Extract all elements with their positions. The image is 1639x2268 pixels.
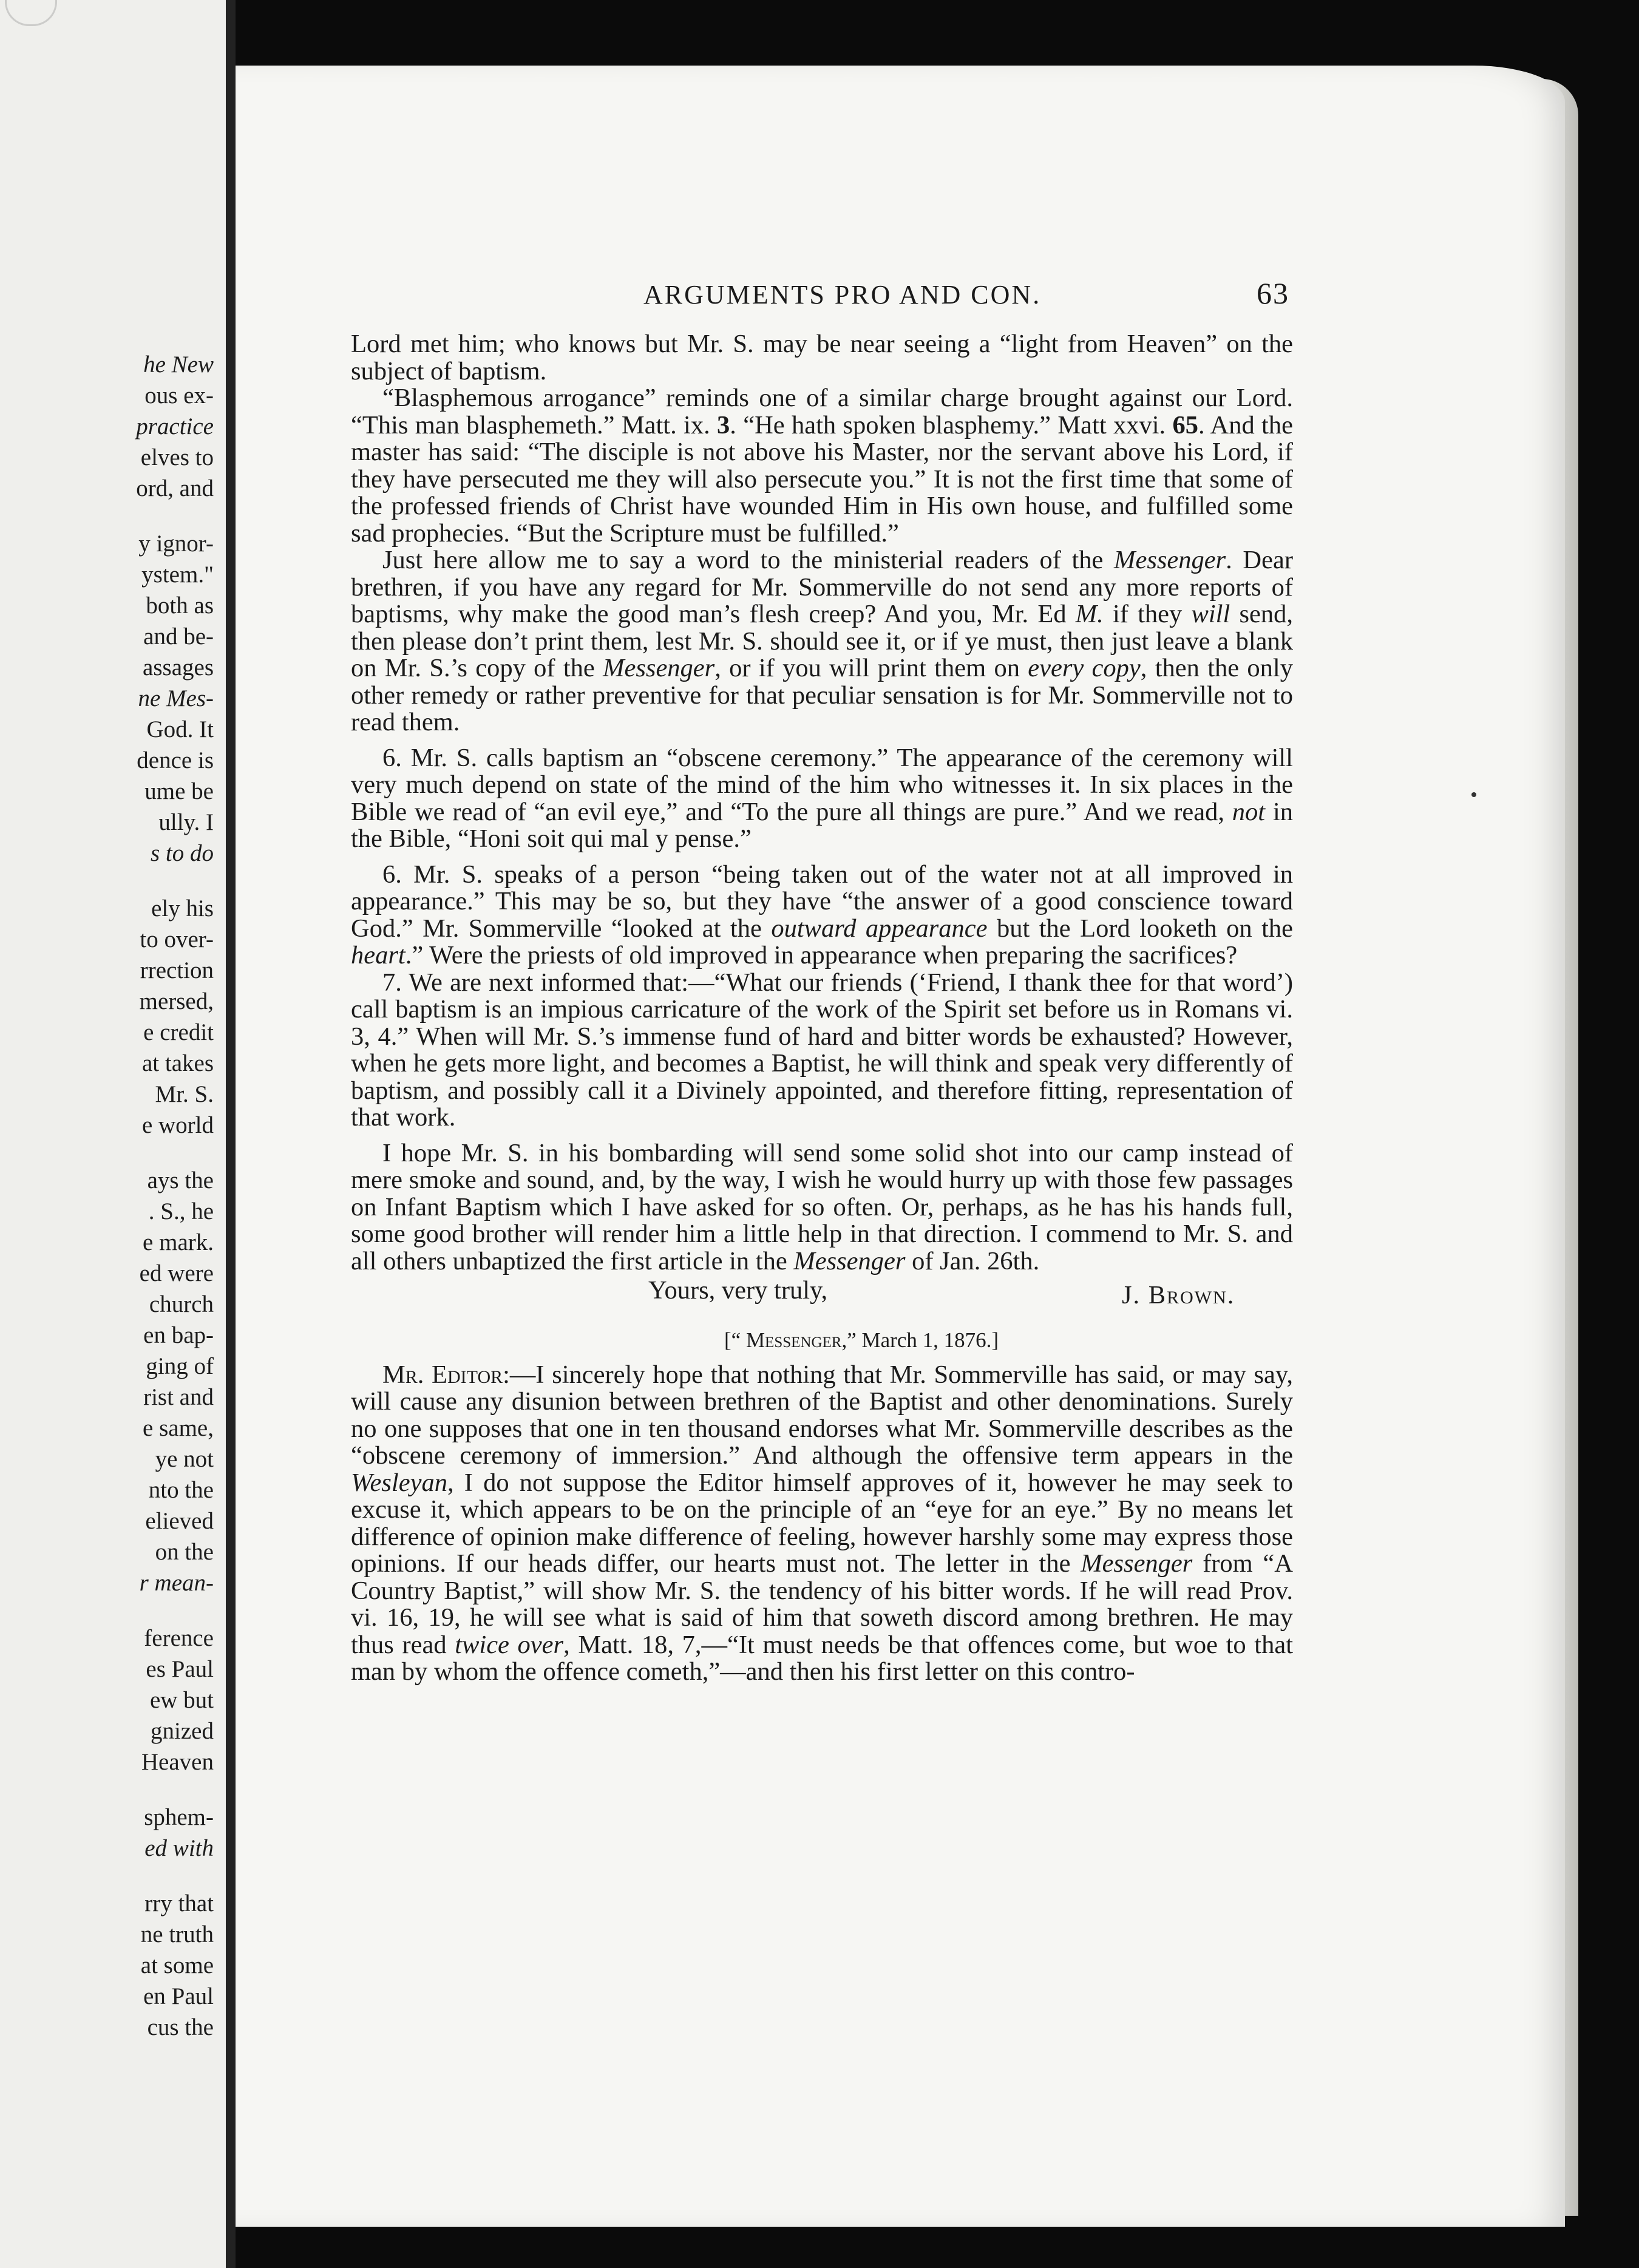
paragraph: Mr. Editor:—I sincerely hope that nothing that Mr. Sommerville has said, or may say, will cause any disunion between brethren of the Baptist and other denominations. Surely no one supposes that one in ten thousand endorses what Mr. Sommerville describes as the “obscene ceremony of immersion.” And although the offensive term appears in the Wesleyan, I do not suppose the Editor himself approves of it, however he may seek to excuse it, which appears to be on the principle of an “eye for an eye.” By no means let difference of opinion make difference of feeling, however harshly some may express those opinions. If our heads differ, our hearts must not. The letter in the Messenger from “A Country Baptist,” will show Mr. S. the tendency of his bitter words. If he will read Prov. vi. 16, 19, he will see what is said of him that soweth discord among brethren. He may thus read twice over, Matt. 18, 7,—“It must needs be that offences come, but woe to that man by whom the offence cometh,”—and then his first letter on this contro- xyxy=(351,1360,1294,1686)
line-gap xyxy=(0,1864,214,1888)
book-gutter xyxy=(226,0,236,2268)
previous-page-line: dence is xyxy=(137,747,214,773)
previous-page-line: rry that xyxy=(144,1890,214,1917)
previous-page-line: ne truth xyxy=(140,1921,214,1947)
previous-page-fragment xyxy=(0,0,234,2268)
paragraph: “Blasphemous arrogance” reminds one of a similar charge brought against our Lord. “This man blasphemeth.” Matt. ix. 3. “He hath spoken blasphemy.” Matt xxvi. 65. And the master has said: “The disciple is not above his Master, nor the servant above his Lord, if they have persecuted me they will also persecute you.” It is not the first time that some of the professed friends of Christ have wounded Him in His own house, and fulfilled some sad prophecies. “But the Scripture must be fulfilled.” xyxy=(351,384,1293,548)
previous-page-line: cus the xyxy=(147,2014,214,2040)
previous-page-line: mersed, xyxy=(139,988,214,1014)
previous-page-line: Heaven xyxy=(141,1749,214,1775)
previous-page-line: ume be xyxy=(144,778,214,804)
previous-page-line: he New xyxy=(143,351,214,378)
running-title: ARGUMENTS PRO AND CON. xyxy=(643,280,1042,310)
previous-page-line: e credit xyxy=(143,1019,214,1045)
previous-page-line: assages xyxy=(143,654,214,681)
line-gap xyxy=(0,504,214,528)
previous-page-line: rist and xyxy=(143,1384,214,1410)
previous-page-line: both as xyxy=(146,592,214,619)
previous-page-line: en bap- xyxy=(143,1322,214,1348)
previous-page-line: e same, xyxy=(143,1415,214,1441)
previous-page-line: y ignor- xyxy=(138,531,214,557)
previous-page-line: ging of xyxy=(146,1353,214,1379)
paragraph: 7. We are next informed that:—“What our friends (‘Friend, I thank thee for that word’) call baptism is an impious carricature of the work of the Spirit set before us in Romans vi. 3, 4.” When will Mr. S.’s immense fund of hard and bitter words be exhausted? However, when he gets more light, and becomes a Baptist, he will think and speak very differently of baptism, and possibly call it a Divinely appointed, and therefore fitting, representation of that work. xyxy=(351,968,1293,1132)
paragraph: Just here allow me to say a word to the ministerial readers of the Messenger. Dear brethren, if you have any regard for Mr. Sommerville do not send any more reports of baptisms, why make the good man’s flesh creep? And you, Mr. Ed M. if they will send, then please don’t print them, lest Mr. S. should see it, or if ye must, then just leave a blank on Mr. S.’s copy of the Messenger, or if you will print them on every copy, then the only other remedy or rather preventive for that peculiar sensation is for Mr. Sommerville not to read them. xyxy=(351,546,1293,736)
previous-page-line: ord, and xyxy=(136,475,214,501)
letter-signoff xyxy=(351,1276,1293,1309)
previous-page-line: at some xyxy=(140,1952,214,1978)
paragraph: 6. Mr. S. speaks of a person “being taken out of the water not at all improved in appearance.” This may be so, but they have “the answer of a good conscience toward God.” Mr. Sommerville “looked at the outward appearance but the Lord looketh on the heart.” Were the priests of old improved in appearance when preparing the sacrifices? xyxy=(351,860,1293,969)
line-gap xyxy=(0,1598,214,1623)
line-gap xyxy=(0,869,214,893)
line-gap xyxy=(0,1141,214,1165)
previous-page-line: ed were xyxy=(139,1260,214,1286)
previous-page-line: church xyxy=(149,1291,214,1317)
paragraph: Lord met him; who knows but Mr. S. may be near seeing a “light from Heaven” on the subject of baptism. xyxy=(351,330,1293,385)
previous-page-line: ne Mes- xyxy=(138,685,214,711)
source-citation: [“ Messenger,” March 1, 1876.] xyxy=(724,1328,999,1352)
signature: J. Brown. xyxy=(1122,1281,1235,1309)
page-number: 63 xyxy=(1257,276,1289,310)
paragraph: 6. Mr. S. calls baptism an “obscene ceremony.” The appearance of the ceremony will very much depend on state of the mind of the him who witnesses it. In six places in the Bible we read of “an evil eye,” and “To the pure all things are pure.” And we read, not in the Bible, “Honi soit qui mal y pense.” xyxy=(351,743,1294,853)
previous-page-line: nto the xyxy=(148,1477,214,1503)
line-gap xyxy=(0,1777,214,1802)
previous-page-line: ully. I xyxy=(158,809,214,835)
paragraph: I hope Mr. S. in his bombarding will send some solid shot into our camp instead of mere smoke and sound, and, by the way, I wish he would hurry up with those few passages on Infant Baptism which I have asked for so often. Or, perhaps, as he has his hands full, some good brother will render him a little help in that direction. I commend to Mr. S. and all others unbaptized the first article in the Messenger of Jan. 26th. xyxy=(351,1138,1293,1275)
previous-page-line: e mark. xyxy=(143,1229,214,1255)
previous-page-line: ew but xyxy=(149,1687,214,1713)
previous-page-line: r mean- xyxy=(139,1570,214,1596)
previous-page-line: to over- xyxy=(140,926,214,952)
previous-page-line: gnized xyxy=(151,1718,214,1744)
previous-page-line: ed with xyxy=(144,1835,214,1861)
previous-page-line: es Paul xyxy=(146,1656,214,1682)
previous-page-text xyxy=(0,349,214,2043)
previous-page-line: ference xyxy=(144,1625,214,1651)
previous-page-line: e world xyxy=(141,1112,214,1138)
previous-page-line: ely his xyxy=(151,895,214,922)
previous-page-line: Mr. S. xyxy=(155,1081,214,1107)
page-body xyxy=(351,331,1293,1686)
previous-page-line: God. It xyxy=(146,716,214,742)
previous-page-line: ays the xyxy=(147,1167,214,1193)
previous-page-line: ye not xyxy=(155,1446,214,1472)
previous-page-line: practice xyxy=(136,413,214,440)
corner-stamp-mark xyxy=(5,0,57,26)
previous-page-line: and be- xyxy=(143,623,214,650)
previous-page-line: s to do xyxy=(150,840,214,866)
previous-page-line: elieved xyxy=(145,1508,214,1534)
previous-page-line: sphem- xyxy=(144,1804,214,1830)
closing-line: Yours, very truly, xyxy=(648,1276,828,1305)
previous-page-line: ystem." xyxy=(141,562,214,588)
previous-page-line: at takes xyxy=(141,1050,214,1076)
previous-page-line: elves to xyxy=(140,444,214,470)
previous-page-line: . S., he xyxy=(148,1198,214,1224)
previous-page-line: rrection xyxy=(140,957,214,983)
previous-page-line: en Paul xyxy=(143,1983,214,2009)
previous-page-line: on the xyxy=(155,1539,214,1565)
previous-page-line: ous ex- xyxy=(144,382,214,409)
ink-speck xyxy=(1471,792,1476,797)
